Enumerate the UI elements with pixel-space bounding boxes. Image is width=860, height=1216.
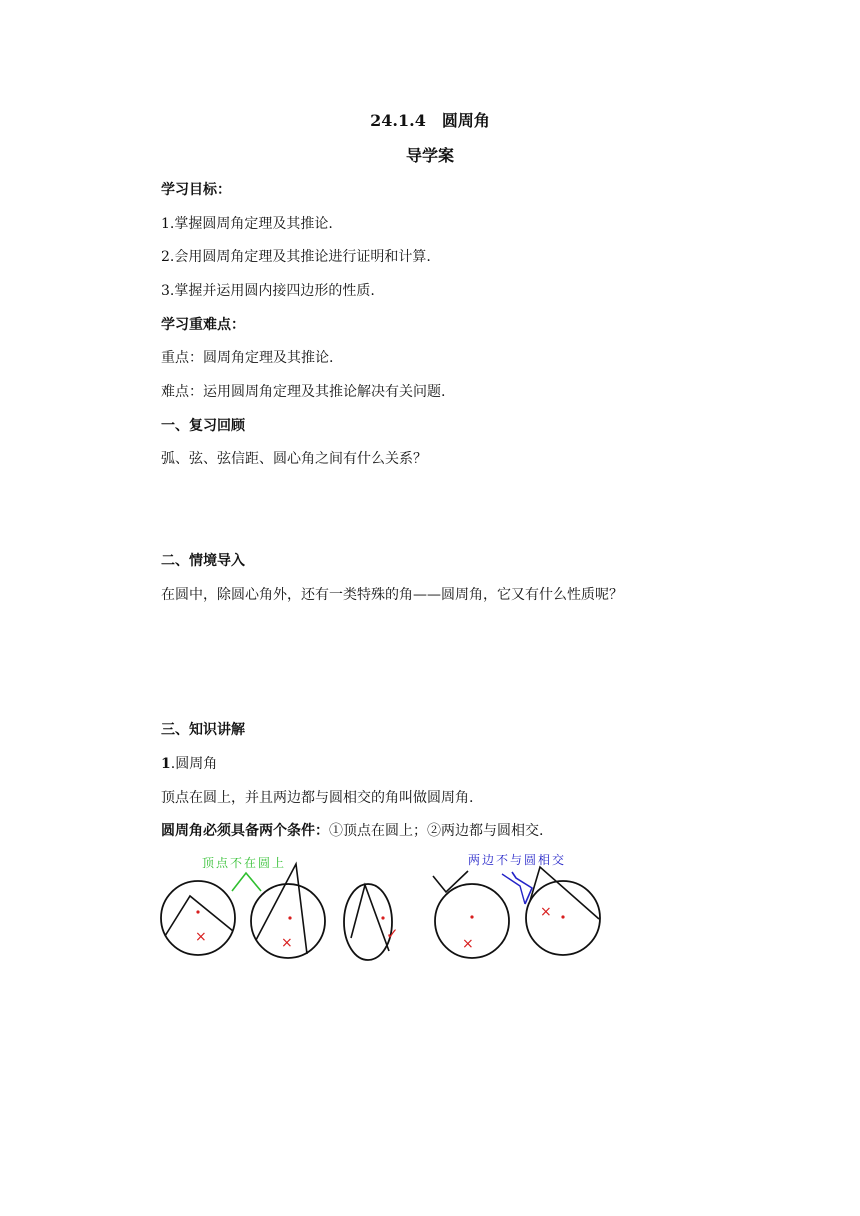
blue-bracket-2 <box>502 874 525 904</box>
wrong-mark: × <box>281 935 293 951</box>
right-mark: ✓ <box>386 925 399 943</box>
section-knowledge-heading: 三、知识讲解 <box>161 722 245 738</box>
wrong-mark: × <box>462 936 474 952</box>
focus-text: 重点：圆周角定理及其推论. <box>161 350 334 366</box>
section-intro-heading: 二、情境导入 <box>161 553 245 569</box>
wrong-mark: × <box>195 929 207 945</box>
subsection-label: .圆周角 <box>170 756 218 772</box>
goal-item: 3.掌握并运用圆内接四边形的性质. <box>161 283 375 299</box>
goals-heading: 学习目标： <box>161 182 231 198</box>
conditions-line <box>161 822 543 840</box>
key-points-heading: 学习重难点： <box>161 317 245 333</box>
conditions-label: 圆周角必须具备两个条件： <box>161 823 329 839</box>
example-circle-4 <box>433 871 509 958</box>
example-circle-2 <box>251 864 325 958</box>
inscribed-angle-examples-figure <box>150 848 610 963</box>
conditions-text: ①顶点在圆上；②两边都与圆相交. <box>329 823 544 839</box>
blue-bracket <box>512 872 532 904</box>
document-subtitle: 导学案 <box>405 146 454 165</box>
subsection-number: 1 <box>161 756 171 772</box>
example-circle-5 <box>526 867 600 955</box>
review-question: 弧、弦、弦信距、圆心角之间有什么关系？ <box>161 451 427 467</box>
wrong-mark: × <box>540 904 552 920</box>
example-circle-1 <box>161 881 235 955</box>
intro-text: 在圆中，除圆心角外，还有一类特殊的角——圆周角，它又有什么性质呢？ <box>161 587 623 603</box>
note-sides-not-intersect: 两边不与圆相交 <box>468 853 567 867</box>
difficulty-text: 难点：运用圆周角定理及其推论解决有关问题. <box>161 384 446 400</box>
green-bracket <box>232 873 261 891</box>
subsection-title <box>161 755 217 773</box>
note-vertex-not-on-circle: 顶点不在圆上 <box>202 856 287 870</box>
document-title: 24.1.4 圆周角 <box>370 111 490 130</box>
goal-item: 1.掌握圆周角定理及其推论. <box>161 216 333 232</box>
goal-item: 2.会用圆周角定理及其推论进行证明和计算. <box>161 249 431 265</box>
section-review-heading: 一、复习回顾 <box>161 418 245 434</box>
example-circle-3 <box>344 884 399 960</box>
definition-text: 顶点在圆上，并且两边都与圆相交的角叫做圆周角. <box>161 790 474 806</box>
